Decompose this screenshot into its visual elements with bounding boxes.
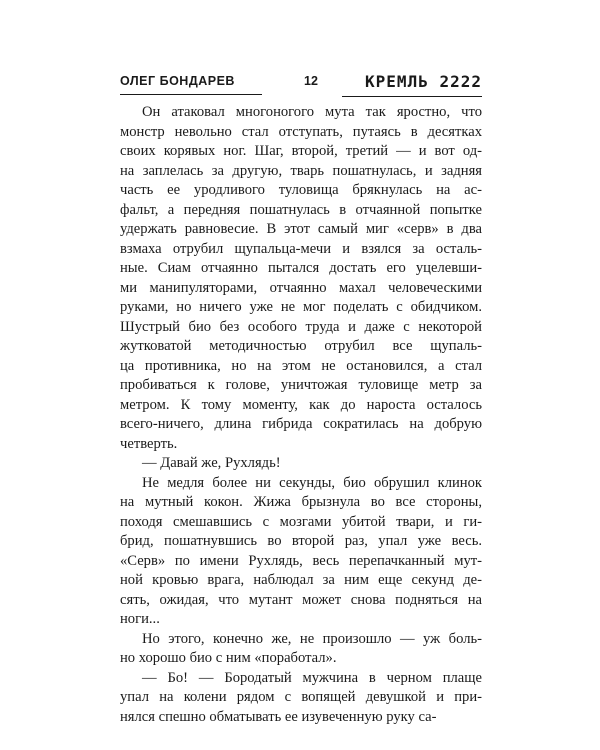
text-line: но хорошо био с ним «поработал». [120,650,337,666]
text-line: нялся спешно обматывать ее изувеченную руку са- [120,708,437,725]
text-line: сять, ожидая, что мутант может снова подняться на [120,591,482,608]
page-body-text [120,103,482,727]
paragraph [120,669,482,728]
text-line: ные. Сиам отчаянно пытался достать его уцелевши- [120,260,482,276]
text-line: Шустрый био без особого труда и даже с некоторой [120,318,482,335]
text-line: брид, пошатнувшись во второй раз, упал уже весь. [120,533,482,549]
paragraph [120,454,482,474]
running-header [120,72,482,98]
text-line: Он атаковал многоногого мута так яростно, что [142,104,482,120]
text-line: монстр невольно стал отступать, путаясь в десятках [120,123,482,140]
text-line: руками, но ничего уже не мог поделать с обидчиком. [120,299,482,315]
text-line: ноги... [120,611,160,627]
text-line: походя смешавшись с мозгами убитой твари, и ги- [120,513,482,530]
text-line: четверть. [120,435,178,452]
text-line: Не медля более ни секунды, био обрушил клинок [142,474,482,491]
text-line: на заплелась за другую, тварь пошатнулась, и задняя [120,162,482,179]
text-line: ца противника, но на этом не остановился, а стал [120,357,482,374]
header-author: ОЛЕГ БОНДАРЕВ [120,74,262,95]
paragraph [120,103,482,454]
text-line: взмаха отрубил щупальца-мечи и взялся за осталь- [120,240,482,257]
text-line: метром. К тому моменту, как до нароста осталось [120,396,482,413]
text-line: Но этого, конечно же, не произошло — уж боль- [142,630,482,647]
page-number: 12 [304,74,318,88]
text-line: — Давай же, Рухлядь! [142,455,281,471]
text-line: всего-ничего, длина гибрида сократилась на добрую [120,416,482,432]
text-line: «Серв» по имени Рухлядь, весь перепачканный мут- [120,552,482,569]
text-line: на мутный кокон. Жижа брызнула во все стороны, [120,494,482,510]
text-line: своих корявых ног. Шаг, второй, третий — и вот од- [120,143,482,159]
text-line: фальт, а передняя пошатнулась в отчаянной попытке [120,201,482,218]
text-line: ной кровью врага, наблюдал за ним еще секунд де- [120,572,482,588]
text-line: упал на колени рядом с вопящей девушкой и при- [120,689,482,705]
paragraph [120,630,482,669]
header-book-title: КРЕМЛЬ 2222 [342,72,482,97]
text-line: — Бо! — Бородатый мужчина в черном плаще [142,669,482,686]
paragraph [120,474,482,630]
text-line: часть ее уродливого туловища брякнулась на ас- [120,182,482,198]
text-line: пробиваться к голове, уничтожая туловище метр за [120,377,482,393]
text-line: удержать равновесие. В этот самый миг «серв» в два [120,221,482,237]
text-line: ми манипуляторами, отчаянно махал человеческими [120,279,482,296]
text-line: жутковатой методичностью отрубил все щупаль- [120,338,482,354]
